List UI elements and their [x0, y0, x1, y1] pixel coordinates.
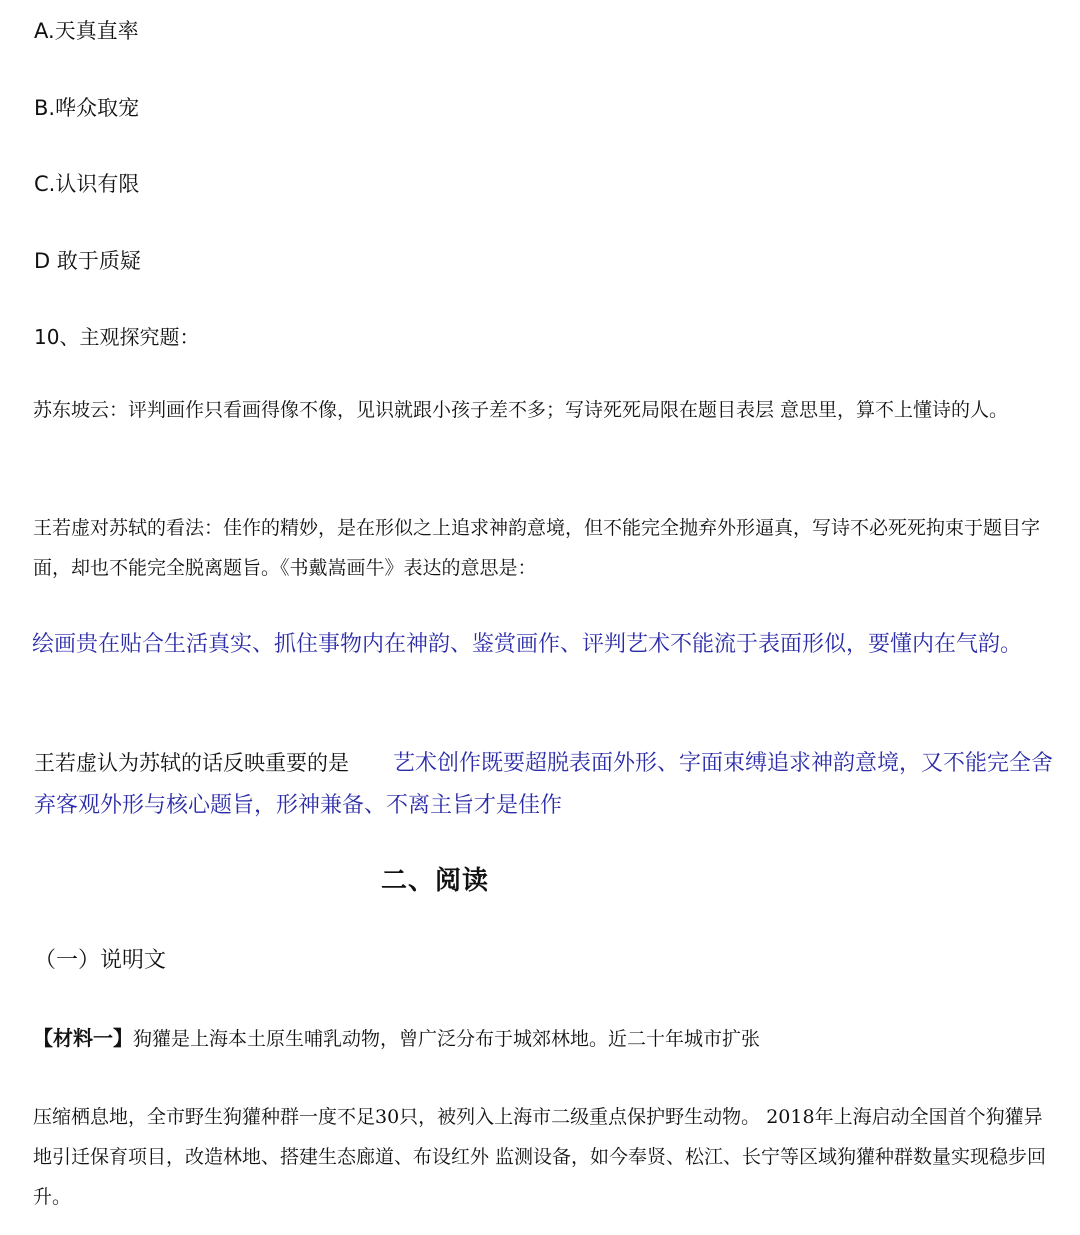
section-title: 二、阅读 [380, 866, 489, 896]
question-10-title: 10、主观探究题： [34, 325, 200, 349]
answer-importance: 艺术创作既要超脱表面外形、字面束缚追求神韵意境，又不能完全舍弃客观外形与核心题旨，形神兼备、不离主旨才是佳作 [34, 751, 1054, 818]
material-1-line: 狗獾是上海本土原生哺乳动物，曾广泛分布于城郊林地。近二十年城市扩张 [133, 1028, 761, 1050]
wang-importance-block [34, 742, 1064, 827]
option-d: D 敢于质疑 [34, 249, 141, 273]
section-subtitle: （一）说明文 [34, 948, 167, 973]
option-b: B.哗众取宠 [34, 96, 140, 120]
wang-view-paragraph: 王若虚对苏轼的看法：佳作的精妙，是在形似之上追求神韵意境，但不能完全抛弃外形逼真，写诗不必死死拘束于题目字面，却也不能完全脱离题旨。《书戴嵩画牛》表达的意思是： [33, 517, 1041, 579]
su-dongpo-paragraph: 苏东坡云：评判画作只看画得像不像，见识就跟小孩子差不多；写诗死死局限在题目表层 意思里，算不上懂诗的人。 [33, 399, 1009, 421]
material-1-continued: 压缩栖息地，全市野生狗獾种群一度不足30只，被列入上海市二级重点保护野生动物。 2018年上海启动全国首个狗獾异地引迁保育项目，改造林地、搭建生态廊道、布设红外 监测设备，如今奉贤、松江、长宁等区域狗獾种群数量实现稳步回升。 [33, 1106, 1047, 1208]
material-1-first-line [33, 1022, 760, 1051]
option-a: A.天真直率 [34, 19, 139, 43]
wang-importance-label: 王若虚认为苏轼的话反映重要的是 [34, 751, 349, 775]
material-1-label: 【材料一】 [33, 1026, 133, 1050]
option-c: C.认识有限 [34, 172, 140, 196]
answer-meaning: 绘画贵在贴合生活真实、抓住事物内在神韵、鉴赏画作、评判艺术不能流于表面形似，要懂内在气韵。 [32, 632, 1023, 657]
